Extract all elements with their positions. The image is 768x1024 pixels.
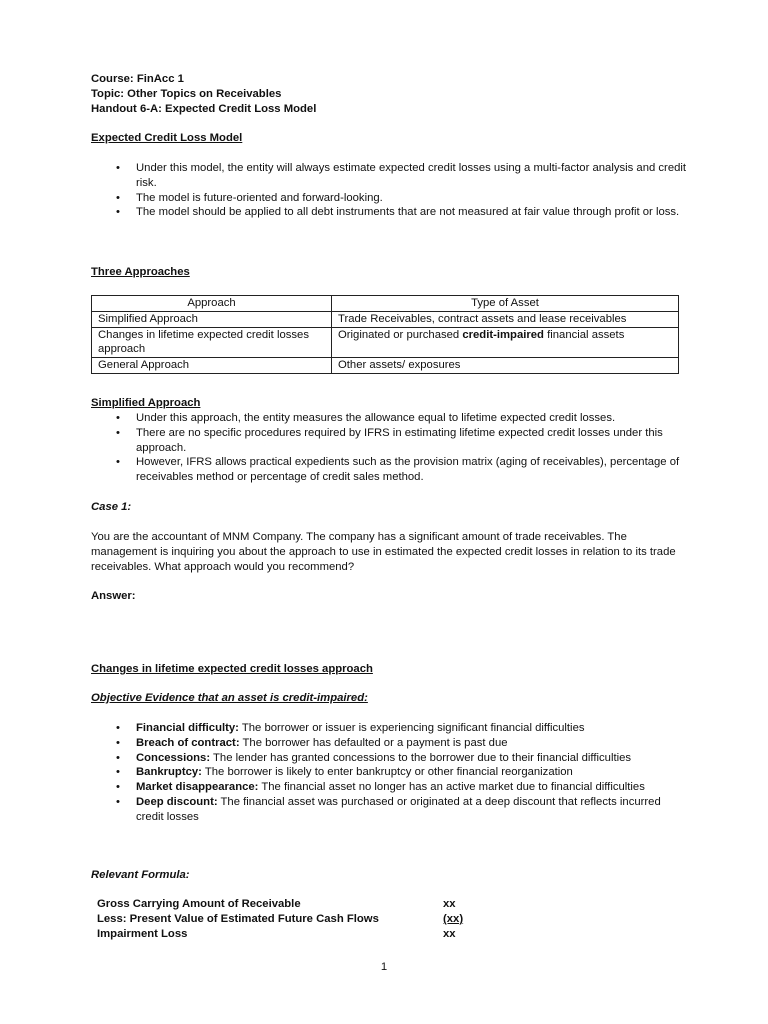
list-item: [91, 795, 681, 825]
type-text-bold: credit-impaired: [462, 328, 544, 341]
evidence-term: Concessions:: [136, 751, 211, 764]
simplified-bullet-list: [91, 411, 691, 485]
type-cell: Trade Receivables, contract assets and lease receivables: [332, 311, 679, 327]
evidence-term: Bankruptcy:: [136, 766, 202, 779]
table-row: [92, 327, 679, 358]
type-cell: [332, 327, 679, 358]
evidence-desc: The borrower or issuer is experiencing significant financial difficulties: [238, 722, 585, 734]
table-row: [92, 311, 679, 327]
type-text-pre: Originated or purchased: [338, 328, 463, 341]
page-number: 1: [380, 961, 388, 973]
evidence-list: [91, 721, 681, 825]
evidence-term: Market disappearance:: [136, 781, 259, 794]
evidence-desc: The financial asset was purchased or originated at a deep discount that reflects incurred credit losses: [136, 795, 661, 823]
column-header-approach: Approach: [92, 296, 332, 312]
list-item: • Under this approach, the entity measures the allowance equal to lifetime expected credit losses.: [91, 411, 691, 426]
approach-cell: Changes in lifetime expected credit losses approach: [92, 327, 332, 358]
table-row: [92, 358, 679, 374]
formula-heading: Relevant Formula:: [91, 869, 190, 881]
table-header-row: [92, 296, 679, 312]
list-item: [91, 721, 681, 736]
simplified-heading: Simplified Approach: [91, 397, 201, 409]
evidence-desc: The borrower has defaulted or a payment is past due: [239, 736, 508, 749]
approaches-table-wrap: [91, 295, 681, 374]
list-item: • There are no specific procedures required by IFRS in estimating lifetime expected credit losses under this approach.: [91, 426, 691, 456]
case1-text: You are the accountant of MNM Company. The company has a significant amount of trade receivables. The management is inquiring you about the approach to use in estimated the expected credit losses in relation to its trade receivables. What approach would you recommend?: [91, 531, 676, 573]
list-item: • The model should be applied to all debt instruments that are not measured at fair value through profit or loss.: [91, 205, 691, 220]
course-line: Course: FinAcc 1: [91, 73, 184, 85]
formula-row: [97, 927, 517, 942]
formula-amount: (xx): [443, 912, 464, 925]
approach-cell: General Approach: [92, 358, 332, 374]
handout-line: Handout 6-A: Expected Credit Loss Model: [91, 102, 317, 115]
evidence-term: Financial difficulty:: [136, 722, 239, 734]
list-item: • The model is future-oriented and forward-looking.: [91, 191, 691, 206]
changes-heading: Changes in lifetime expected credit losses approach: [91, 663, 373, 675]
evidence-term: Breach of contract:: [136, 736, 240, 749]
approaches-table: [91, 295, 679, 374]
formula-row: [97, 912, 517, 927]
objective-evidence-heading: Objective Evidence that an asset is credit-impaired:: [91, 692, 368, 704]
formula-amount: xx: [443, 898, 456, 910]
answer-label: Answer:: [91, 590, 136, 602]
list-item: • However, IFRS allows practical expedients such as the provision matrix (aging of receivables), percentage of receivables method or percentage of credit sales method.: [91, 455, 691, 485]
evidence-desc: The borrower is likely to enter bankruptcy or other financial reorganization: [201, 766, 573, 779]
formula-row: [97, 897, 517, 912]
list-item: [91, 736, 681, 751]
formula-block: [97, 897, 517, 941]
case1-label: Case 1:: [91, 501, 132, 513]
list-item: [91, 780, 681, 795]
ecl-heading: Expected Credit Loss Model: [91, 132, 243, 144]
handout-header: [91, 72, 681, 116]
topic-line: Topic: Other Topics on Receivables: [91, 87, 282, 100]
evidence-term: Deep discount:: [136, 795, 218, 808]
list-item: • Under this model, the entity will always estimate expected credit losses using a multi-factor analysis and credit risk.: [91, 161, 691, 191]
approaches-heading: Three Approaches: [91, 266, 190, 278]
formula-label: Less: Present Value of Estimated Future Cash Flows: [97, 912, 379, 925]
formula-amount: xx: [443, 927, 456, 940]
evidence-desc: The financial asset no longer has an active market due to financial difficulties: [258, 781, 645, 794]
list-item: [91, 765, 681, 780]
evidence-desc: The lender has granted concessions to the borrower due to their financial difficulties: [210, 751, 632, 764]
list-item: [91, 751, 681, 766]
formula-label: Impairment Loss: [97, 927, 188, 940]
formula-label: Gross Carrying Amount of Receivable: [97, 898, 301, 910]
column-header-type: Type of Asset: [332, 296, 679, 312]
type-text-post: financial assets: [543, 328, 625, 341]
ecl-bullet-list: [91, 161, 691, 220]
approach-cell: Simplified Approach: [92, 311, 332, 327]
type-cell: Other assets/ exposures: [332, 358, 679, 374]
